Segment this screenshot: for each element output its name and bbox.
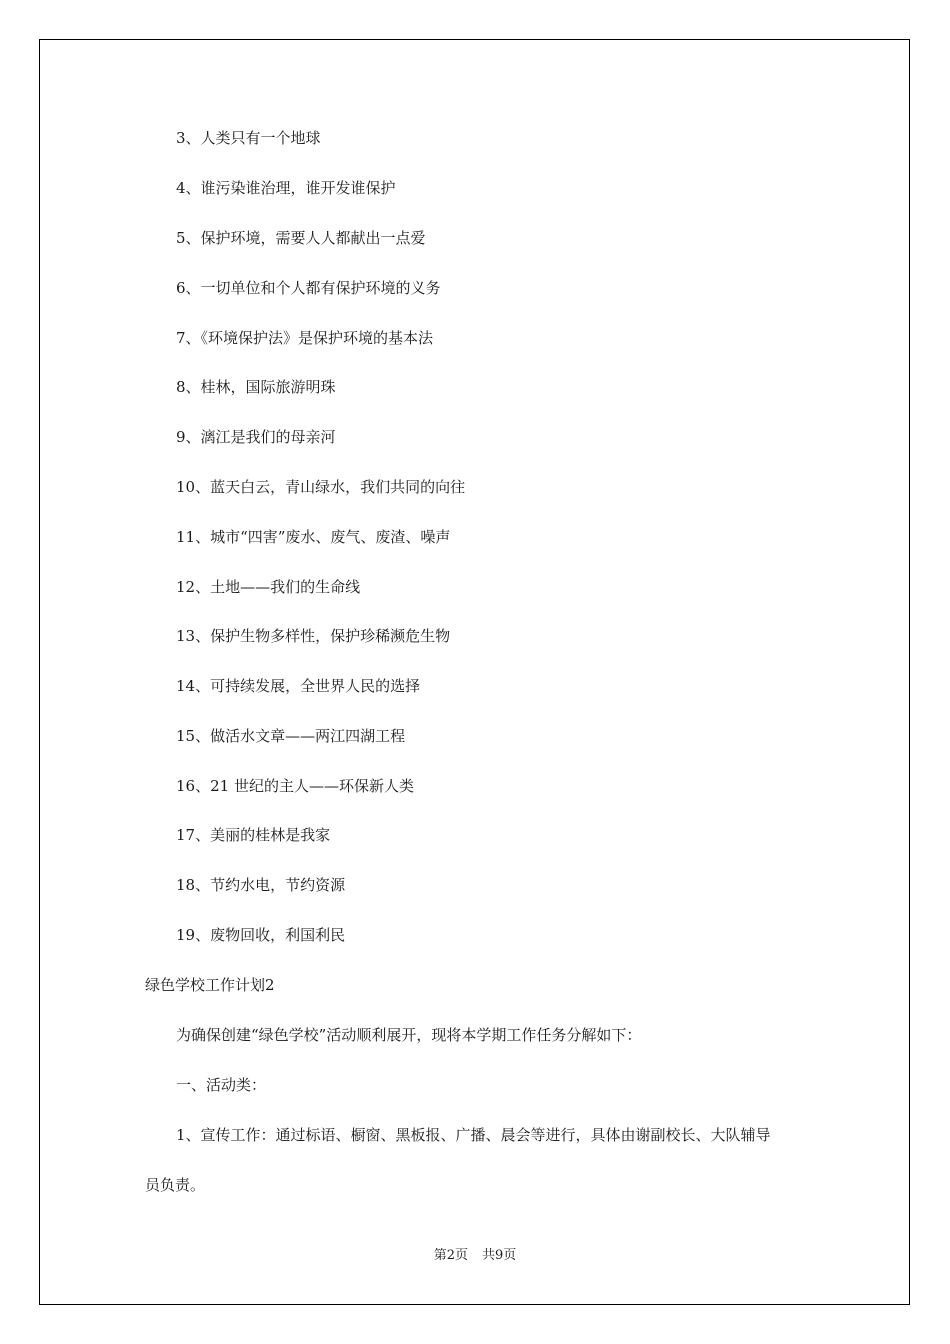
slogan-item: 18、节约水电，节约资源	[176, 876, 346, 894]
slogan-item: 15、做活水文章——两江四湖工程	[176, 727, 406, 745]
section-title: 绿色学校工作计划2	[145, 976, 275, 994]
paragraph-line: 1、宣传工作：通过标语、橱窗、黑板报、广播、晨会等进行，具体由谢副校长、大队辅导	[176, 1126, 771, 1144]
slogan-item: 9、漓江是我们的母亲河	[176, 428, 336, 446]
slogan-item: 16、21 世纪的主人——环保新人类	[176, 777, 414, 795]
slogan-item: 4、谁污染谁治理，谁开发谁保护	[176, 179, 396, 197]
slogan-item: 7、《环境保护法》是保护环境的基本法	[176, 329, 434, 347]
slogan-item: 11、城市“四害”废水、废气、废渣、噪声	[176, 528, 451, 546]
slogan-item: 14、可持续发展，全世界人民的选择	[176, 677, 421, 695]
page-number: 第2页	[433, 1248, 468, 1263]
page-border	[39, 39, 910, 1305]
activity-heading: 一、活动类：	[176, 1076, 267, 1094]
slogan-item: 5、保护环境，需要人人都献出一点爱	[176, 229, 426, 247]
slogan-item: 17、美丽的桂林是我家	[176, 826, 331, 844]
slogan-item: 19、废物回收，利国利民	[176, 926, 346, 944]
slogan-item: 6、一切单位和个人都有保护环境的义务	[176, 279, 441, 297]
slogan-item: 3、人类只有一个地球	[176, 129, 321, 147]
page-total: 共9页	[482, 1248, 517, 1263]
slogan-item: 8、桂林，国际旅游明珠	[176, 378, 336, 396]
slogan-item: 10、蓝天白云，青山绿水，我们共同的向往	[176, 478, 466, 496]
intro-paragraph: 为确保创建“绿色学校”活动顺利展开，现将本学期工作任务分解如下：	[176, 1026, 642, 1044]
page-footer	[0, 1247, 950, 1265]
paragraph-line: 员负责。	[145, 1176, 206, 1194]
slogan-item: 12、土地——我们的生命线	[176, 578, 361, 596]
slogan-item: 13、保护生物多样性，保护珍稀濒危生物	[176, 627, 451, 645]
